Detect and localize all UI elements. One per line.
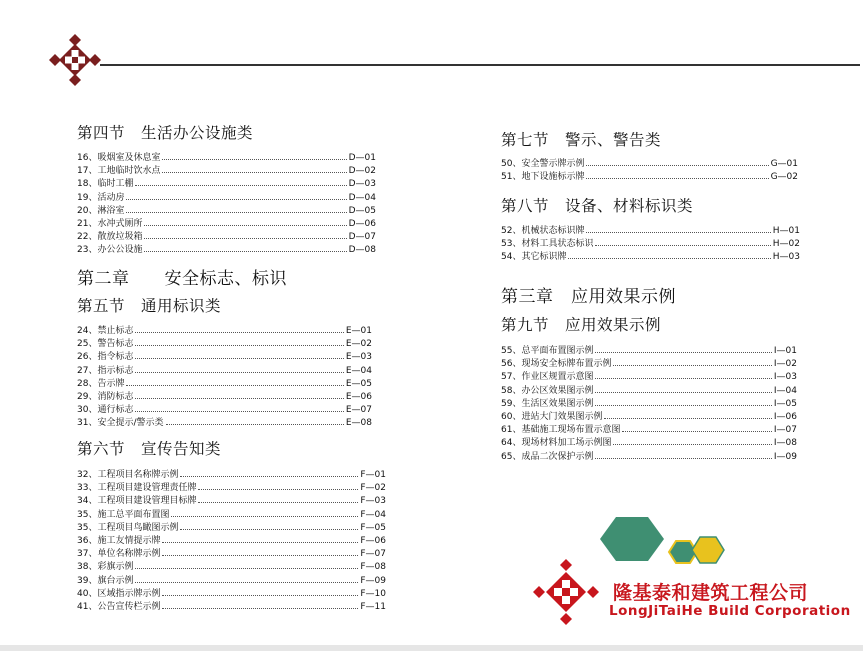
toc-entry-label: 23、办公公设施 [77,245,143,256]
toc-entry [77,404,372,417]
toc-entry-code: F—10 [360,588,386,599]
toc-entry-code: F—01 [360,470,386,480]
toc-leader-dots [595,244,770,246]
toc-leader-dots [144,224,346,226]
toc-leader-dots [604,417,771,419]
section-7-title: 第七节 警示、警告类 [501,131,662,149]
toc-entry [77,391,372,404]
toc-entry-code: I—03 [773,372,797,383]
toc-entry-code: I—06 [773,411,797,422]
toc-leader-dots [586,177,768,179]
toc-entry-label: 59、生活区效果图示例 [501,398,594,409]
toc-entry [77,548,386,561]
toc-entry-label: 26、指令标志 [77,352,134,363]
chapter-3-title: 第三章 应用效果示例 [501,287,676,307]
toc-leader-dots [162,607,358,609]
toc-entry [501,158,798,171]
chapter-2-title: 第二章 安全标志、标识 [77,269,287,289]
toc-entry [77,365,372,378]
toc-leader-dots [162,541,358,543]
toc-entry [77,338,372,351]
toc-entry [77,588,386,601]
toc-entry-code: E—01 [345,326,372,336]
toc-entry-label: 16、吸烟室及休息室 [77,153,161,163]
toc-entry [77,509,386,522]
ornament-logo-icon [47,32,103,88]
toc-entry [501,345,797,358]
toc-entry [77,561,386,574]
toc-leader-dots [171,515,358,517]
company-name-en: LongJiTaiHe Build Corporation [609,603,851,619]
toc-entry [77,482,386,495]
toc-entry-code: I—09 [773,451,797,462]
toc-entry-code: I—07 [773,425,797,436]
toc-entry-label: 32、工程项目名称牌示例 [77,470,179,480]
section-8-list [501,225,800,265]
toc-entry-label: 24、禁止标志 [77,326,134,336]
toc-entry-code: E—07 [345,405,372,416]
toc-entry [501,437,797,450]
toc-entry-label: 61、基础施工现场布置示意图 [501,425,621,436]
toc-entry [77,378,372,391]
toc-entry-code: D—03 [348,179,376,190]
toc-entry-label: 31、安全提示/警示类 [77,418,164,429]
section-5-title: 第五节 通用标识类 [77,297,222,315]
section-7-list [501,158,798,184]
toc-entry-label: 17、工地临时饮水点 [77,166,161,177]
section-4-list [77,152,376,258]
toc-entry-code: I—04 [773,385,797,396]
toc-leader-dots [144,237,346,239]
toc-entry [501,451,797,464]
toc-entry-code: D—08 [348,245,376,256]
toc-entry-label: 58、办公区效果图示例 [501,385,594,396]
toc-entry-label: 20、淋浴室 [77,205,125,216]
toc-entry [77,244,376,257]
toc-entry [77,495,386,508]
toc-entry [77,469,386,482]
toc-entry [77,601,386,614]
toc-leader-dots [135,397,343,399]
toc-entry-code: I—05 [773,398,797,409]
toc-entry-code: E—04 [345,365,372,376]
toc-entry-code: D—02 [348,166,376,177]
toc-entry-code: F—07 [360,549,386,560]
toc-entry-code: F—09 [360,575,386,586]
toc-entry [77,575,386,588]
toc-entry-label: 28、告示牌 [77,378,125,389]
toc-entry [77,165,376,178]
toc-entry-code: E—06 [345,391,372,402]
toc-entry-label: 41、公告宣传栏示例 [77,601,161,612]
toc-leader-dots [595,404,771,406]
toc-leader-dots [180,528,358,530]
toc-leader-dots [135,344,343,346]
toc-entry-code: F—08 [360,562,386,573]
toc-entry-code: F—04 [360,509,386,520]
toc-leader-dots [162,594,358,596]
section-8-title: 第八节 设备、材料标识类 [501,197,694,215]
header-rule [100,64,860,66]
toc-entry [501,358,797,371]
toc-leader-dots [198,488,358,490]
toc-leader-dots [162,158,346,160]
toc-entry-code: H—02 [772,239,800,250]
toc-entry-code: E—03 [345,352,372,363]
toc-entry-label: 29、消防标志 [77,391,134,402]
toc-entry [77,325,372,338]
toc-leader-dots [595,457,771,459]
toc-entry [77,351,372,364]
toc-entry-label: 35、工程项目鸟瞰图示例 [77,522,179,533]
toc-entry [77,522,386,535]
toc-entry-label: 18、临时工棚 [77,179,134,190]
section-4-title: 第四节 生活办公设施类 [77,124,254,142]
toc-entry-label: 53、材料工具状态标识 [501,239,594,250]
toc-entry-code: E—08 [345,418,372,429]
toc-entry-label: 37、单位名称牌示例 [77,549,161,560]
toc-leader-dots [162,554,358,556]
toc-entry-code: H—01 [772,226,800,236]
toc-entry-label: 30、通行标志 [77,405,134,416]
toc-leader-dots [595,391,771,393]
toc-leader-dots [568,257,770,259]
toc-entry-label: 38、彩旗示例 [77,562,134,573]
toc-leader-dots [126,198,346,200]
toc-entry [501,398,797,411]
toc-entry [501,225,800,238]
toc-leader-dots [622,430,771,432]
toc-leader-dots [126,384,343,386]
section-6-list [77,469,386,614]
toc-entry-label: 34、工程项目建设管理目标牌 [77,496,197,507]
toc-entry-code: I—08 [773,438,797,449]
toc-entry-label: 39、旗台示例 [77,575,134,586]
toc-entry-label: 33、工程项目建设管理责任牌 [77,483,197,494]
toc-leader-dots [586,231,770,233]
toc-entry [77,218,376,231]
toc-entry-code: E—05 [345,378,372,389]
toc-entry-label: 19、活动房 [77,192,125,203]
toc-entry-code: F—02 [360,483,386,494]
toc-entry-code: H—03 [772,252,800,263]
toc-entry-label: 52、机械状态标识牌 [501,226,585,236]
toc-leader-dots [595,377,771,379]
toc-entry [77,535,386,548]
toc-entry-label: 57、作业区规置示意图 [501,372,594,383]
toc-entry-label: 56、现场安全标牌布置示例 [501,359,612,370]
toc-entry-label: 60、进站大门效果图示例 [501,411,603,422]
toc-leader-dots [135,567,358,569]
toc-entry-code: D—01 [348,153,376,163]
toc-entry [501,238,800,251]
toc-entry [501,424,797,437]
toc-leader-dots [135,331,343,333]
toc-leader-dots [166,423,344,425]
toc-leader-dots [135,357,343,359]
toc-entry-code: E—02 [345,339,372,350]
toc-entry [77,417,372,430]
toc-entry-code: G—01 [770,159,798,169]
toc-entry [77,152,376,165]
toc-entry-label: 50、安全警示牌示例 [501,159,585,169]
toc-entry-label: 65、成品二次保护示例 [501,451,594,462]
toc-entry-label: 55、总平面布置图示例 [501,346,594,356]
toc-leader-dots [135,371,343,373]
toc-leader-dots [180,475,358,477]
toc-entry-code: F—05 [360,522,386,533]
toc-entry-code: D—04 [348,192,376,203]
toc-entry-label: 27、指示标志 [77,365,134,376]
toc-entry-label: 40、区域指示牌示例 [77,588,161,599]
toc-entry-code: F—06 [360,535,386,546]
toc-entry-code: G—02 [770,172,798,183]
toc-entry [501,385,797,398]
toc-leader-dots [198,501,358,503]
toc-entry [501,371,797,384]
section-6-title: 第六节 宣传告知类 [77,440,222,458]
toc-leader-dots [126,211,346,213]
toc-entry-code: I—01 [773,346,797,356]
toc-entry-label: 64、现场材料加工场示例图 [501,438,612,449]
toc-leader-dots [135,581,358,583]
toc-leader-dots [613,364,771,366]
toc-entry [501,251,800,264]
toc-leader-dots [586,164,768,166]
toc-entry [77,231,376,244]
toc-entry-code: I—02 [773,359,797,370]
toc-entry-code: D—05 [348,205,376,216]
toc-entry-code: D—06 [348,218,376,229]
toc-entry-label: 25、警告标志 [77,339,134,350]
toc-entry [501,411,797,424]
toc-entry-code: D—07 [348,232,376,243]
toc-leader-dots [613,443,771,445]
section-9-list [501,345,797,464]
toc-entry [501,171,798,184]
toc-entry-code: F—11 [360,601,386,612]
toc-entry-label: 22、散放垃圾箱 [77,232,143,243]
toc-entry [77,178,376,191]
section-9-title: 第九节 应用效果示例 [501,316,662,334]
toc-leader-dots [162,171,346,173]
toc-leader-dots [595,351,771,353]
toc-entry-label: 35、施工总平面布置图 [77,509,170,520]
toc-entry-label: 36、施工友情提示牌 [77,535,161,546]
toc-entry-code: F—03 [360,496,386,507]
toc-entry [77,192,376,205]
section-5-list [77,325,372,431]
toc-leader-dots [135,410,343,412]
company-name-cn: 隆基泰和建筑工程公司 [613,582,809,604]
bottom-band [0,645,863,651]
toc-leader-dots [144,250,346,252]
toc-entry-label: 21、水冲式厕所 [77,218,143,229]
toc-entry-label: 51、地下设施标示牌 [501,172,585,183]
toc-leader-dots [135,184,346,186]
toc-entry-label: 54、其它标识牌 [501,252,567,263]
toc-entry [77,205,376,218]
